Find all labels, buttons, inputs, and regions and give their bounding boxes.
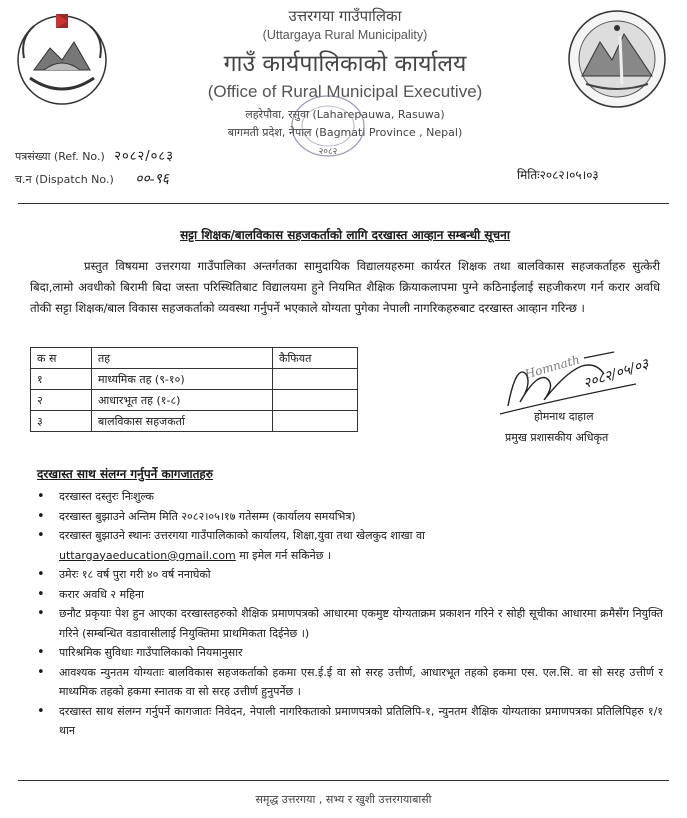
dispatch-value: ००-९६	[135, 172, 170, 187]
list-item-text: दरखास्त साथ संलग्न गर्नुपर्ने कागजातः निवेदन, नेपाली नागरिकताको प्रमाणपत्रको प्रतिलिपि-१, न्युनतम शैक्षिक योग्यताका प्रमाणपत्रका प्रतिलिपिहरु १/१ थान	[59, 704, 663, 737]
footer-slogan: समृद्ध उत्तरगया , सभ्य र खुशी उत्तरगयाबासी	[255, 793, 432, 806]
table-header-cell: कैफियत	[273, 348, 358, 369]
list-item	[23, 663, 663, 702]
list-item-text: छनौट प्रकृयाः पेश हुन आएका दरखास्तहरुको शैक्षिक प्रमाणपत्रको आधारमा एकमुष्ट योग्यताक्रम प्रकाशन गरिने र सोही सूचीका आधारमा क्रमैसँग नियुक्ति गरिने (सम्बन्धित वडावासीलाई नियुक्तिमा प्राथमिकता दिईनेछ ।)	[59, 607, 663, 640]
signatory-name: होमनाथ दाहाल	[534, 410, 594, 423]
notice-title: सट्टा शिक्षक/बालविकास सहजकर्ताको लागि दरखास्त आव्हान सम्बन्धी सूचना	[180, 228, 510, 242]
table-cell: माध्यमिक तह (९-१०)	[92, 369, 273, 390]
list-item-text: दरखास्त दस्तुरः निःशुल्क	[59, 490, 154, 503]
list-item-text: करार अवधि २ महिना	[59, 587, 144, 601]
table-cell: २	[31, 390, 92, 411]
table-row	[31, 390, 358, 411]
list-item	[23, 507, 663, 527]
footer-divider	[18, 780, 669, 781]
ref-value: २०८२/०८३	[114, 149, 174, 164]
office-name-np: गाउँ कार्यपालिकाको कार्यालय	[223, 51, 467, 77]
dispatch-label: च.न (Dispatch No.)	[15, 173, 114, 186]
list-item-text: पारिश्रमिक सुविधाः गाउँपालिकाको नियमानुसार	[59, 646, 243, 659]
email-link[interactable]: uttargayaeducation@gmail.com	[59, 548, 236, 562]
stamp-code: २०८२	[318, 147, 338, 157]
list-item-text: उमेरः १८ वर्ष पुरा गरी ४० वर्ष ननाघेको	[59, 568, 211, 581]
signatory-designation: प्रमुख प्रशासकीय अधिकृत	[505, 431, 609, 444]
table-header-cell: क स	[31, 348, 92, 369]
notice-paragraph: प्रस्तुत विषयमा उत्तरगया गाउँपालिका अन्तर्गतका सामुदायिक विद्यालयहरुमा कार्यरत शिक्षक तथा बालविकास सहजकर्ताहरु सुत्केरी बिदा,लामो अवधीको बिरामी बिदा जस्ता परिस्थितिबाट विद्यालयमा हुने नियमित शैक्षिक क्रियाकलापमा पुग्ने कठिनाईलाई सहजीकरण गर्न करार अवधि तोकी सट्टा शिक्षक/बाल विकास सहजकर्ताको व्यवस्था गर्नुपर्ने भएकाले योग्यता पुगेका नेपाली नागरिकहरुबाट दरखास्त आव्हान गरिन्छ ।	[30, 259, 660, 315]
table-cell: १	[31, 369, 92, 390]
header-divider	[18, 203, 669, 204]
list-item	[23, 702, 663, 741]
list-item-text: दरखास्त बुझाउने अन्तिम मिति २०८२।०५।१७ गतेसम्म (कार्यालय समयभित्र)	[59, 509, 356, 523]
dispatch-number-row	[15, 169, 169, 188]
posts-table	[30, 347, 358, 432]
municipality-logo-seal	[566, 6, 668, 112]
docs-heading: दरखास्त साथ संलग्न गर्नुपर्ने कागजातहरु	[37, 467, 213, 481]
signature-date: २०८२/०५/०३	[581, 355, 651, 393]
nepal-emblem-seal	[12, 8, 112, 108]
municipality-name-np: उत्तरगया गाउँपालिका	[288, 7, 402, 25]
table-row	[31, 369, 358, 390]
table-cell: आधारभूत तह (१-८)	[92, 390, 273, 411]
office-name-en: (Office of Rural Municipal Executive)	[207, 82, 483, 101]
address-line-2: बागमती प्रदेश, नेपाल (Bagmati Province , Nepal)	[227, 126, 463, 139]
email-suffix: मा इमेल गर्न सकिनेछ ।	[235, 548, 332, 562]
list-item	[23, 565, 663, 585]
docs-list	[23, 487, 663, 741]
municipality-name-en: (Uttargaya Rural Municipality)	[262, 28, 428, 42]
table-cell	[273, 390, 358, 411]
table-header-row	[31, 348, 358, 369]
signature-scrawl: Homnath	[523, 352, 582, 382]
table-row	[31, 411, 358, 432]
table-cell: बालविकास सहजकर्ता	[92, 411, 273, 432]
list-item-text: दरखास्त बुझाउने स्थानः उत्तरगया गाउँपालिकाको कार्यालय, शिक्षा,युवा तथा खेलकुद शाखा वा	[59, 529, 425, 542]
table-cell: ३	[31, 411, 92, 432]
table-cell	[273, 411, 358, 432]
list-item	[23, 526, 663, 565]
ref-number-row	[15, 146, 174, 164]
ref-label: पत्रसंख्या (Ref. No.)	[15, 150, 105, 163]
list-item	[23, 604, 663, 643]
table-cell	[273, 369, 358, 390]
list-item	[23, 643, 663, 663]
list-item-text: आवश्यक न्युनतम योग्यताः बालविकास सहजकर्ताको हकमा एस.ई.ई वा सो सरह उत्तीर्ण, आधारभूत तहको हकमा एस. एल.सि. वा सो सरह उत्तीर्ण र माध्यमिक तहको हकमा स्नातक वा सो सरह उत्तीर्ण हुनुपर्नेछ ।	[59, 665, 663, 698]
letter-date: मितिः२०८२।०५।०३	[517, 168, 599, 182]
address-line-1: लहरेपौवा, रसुवा (Laharepauwa, Rasuwa)	[245, 108, 445, 121]
list-item	[23, 487, 663, 507]
list-item	[23, 585, 663, 605]
table-header-cell: तह	[92, 348, 273, 369]
office-stamp	[288, 92, 368, 164]
